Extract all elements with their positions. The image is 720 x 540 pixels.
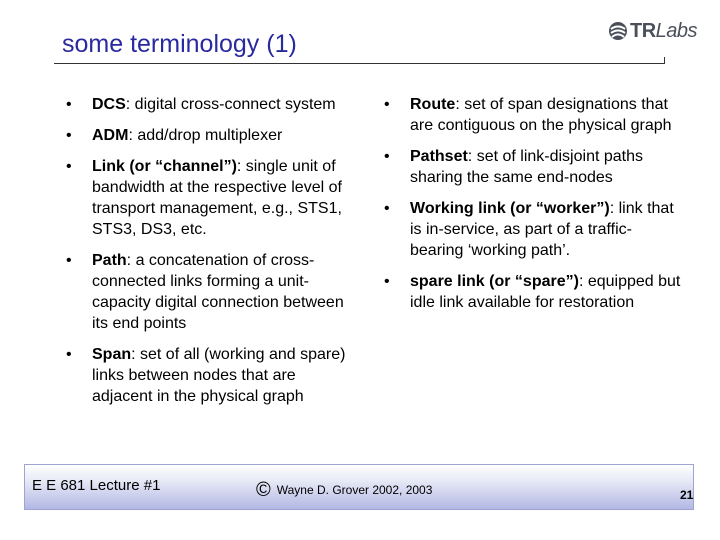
bullet-item [384, 271, 684, 313]
bullet-definition: : equipped but idle link available for restoration [410, 273, 681, 311]
bullet-definition: : digital cross-connect system [125, 96, 336, 113]
bullet-definition: : add/drop multiplexer [128, 127, 283, 144]
bullet-dot: • [66, 96, 72, 113]
bullet-dot: • [66, 252, 72, 269]
bullet-definition: : link that is in-service, as part of a traffic-bearing ‘working path’. [410, 200, 674, 259]
bullet-term: spare link (or “spare”) [410, 273, 579, 290]
bullet-term: Pathset [410, 148, 468, 165]
title-divider [54, 63, 664, 64]
bullet-dot: • [384, 148, 390, 165]
bullet-dot: • [66, 346, 72, 363]
bullet-dot: • [384, 96, 390, 113]
bullet-dot: • [384, 200, 390, 217]
footer-author: Wayne D. Grover 2002, 2003 [276, 483, 433, 497]
bullet-term: Span [92, 346, 132, 363]
copyright-icon: © [256, 479, 271, 501]
footer-copyright [256, 480, 432, 500]
bullet-term: DCS [92, 96, 126, 113]
bullet-term: Path [92, 252, 127, 269]
bullet-item [66, 250, 356, 334]
bullet-dot: • [384, 273, 390, 290]
left-bullet-list [66, 94, 356, 407]
right-bullet-list [384, 94, 684, 313]
trlabs-logo [608, 20, 697, 42]
bullet-definition: : set of link-disjoint paths sharing the same end-nodes [410, 148, 643, 186]
trlabs-logo-mark-icon [608, 21, 628, 41]
bullet-term: Link (or “channel”) [92, 158, 237, 175]
bullet-dot: • [66, 158, 72, 175]
bullet-definition: : set of span designations that are contiguous on the physical graph [410, 96, 672, 134]
bullet-item [384, 94, 684, 136]
title-divider-tick [664, 57, 665, 64]
bullet-item [66, 344, 356, 407]
bullet-term: Working link (or “worker”) [410, 200, 610, 217]
trlabs-logo-text: TRLabs [630, 19, 698, 42]
bullet-definition: : set of all (working and spare) links between nodes that are adjacent in the physical graph [92, 346, 346, 405]
bullet-dot: • [66, 127, 72, 144]
bullet-item [66, 125, 356, 146]
bullet-definition: : a concatenation of cross-connected links forming a unit-capacity digital connection between its end points [92, 252, 344, 332]
bullet-item [384, 146, 684, 188]
bullet-item [384, 198, 684, 261]
footer-course: E E 681 Lecture #1 [32, 477, 161, 494]
bullet-item [66, 156, 356, 240]
bullet-term: ADM [92, 127, 129, 144]
slide-title: some terminology (1) [62, 30, 297, 58]
bullet-item [66, 94, 356, 115]
bullet-definition: : single unit of bandwidth at the respective level of transport management, e.g., STS1, STS3, DS3, etc. [92, 158, 342, 238]
bullet-term: Route [410, 96, 456, 113]
page-number: 21 [680, 488, 694, 502]
